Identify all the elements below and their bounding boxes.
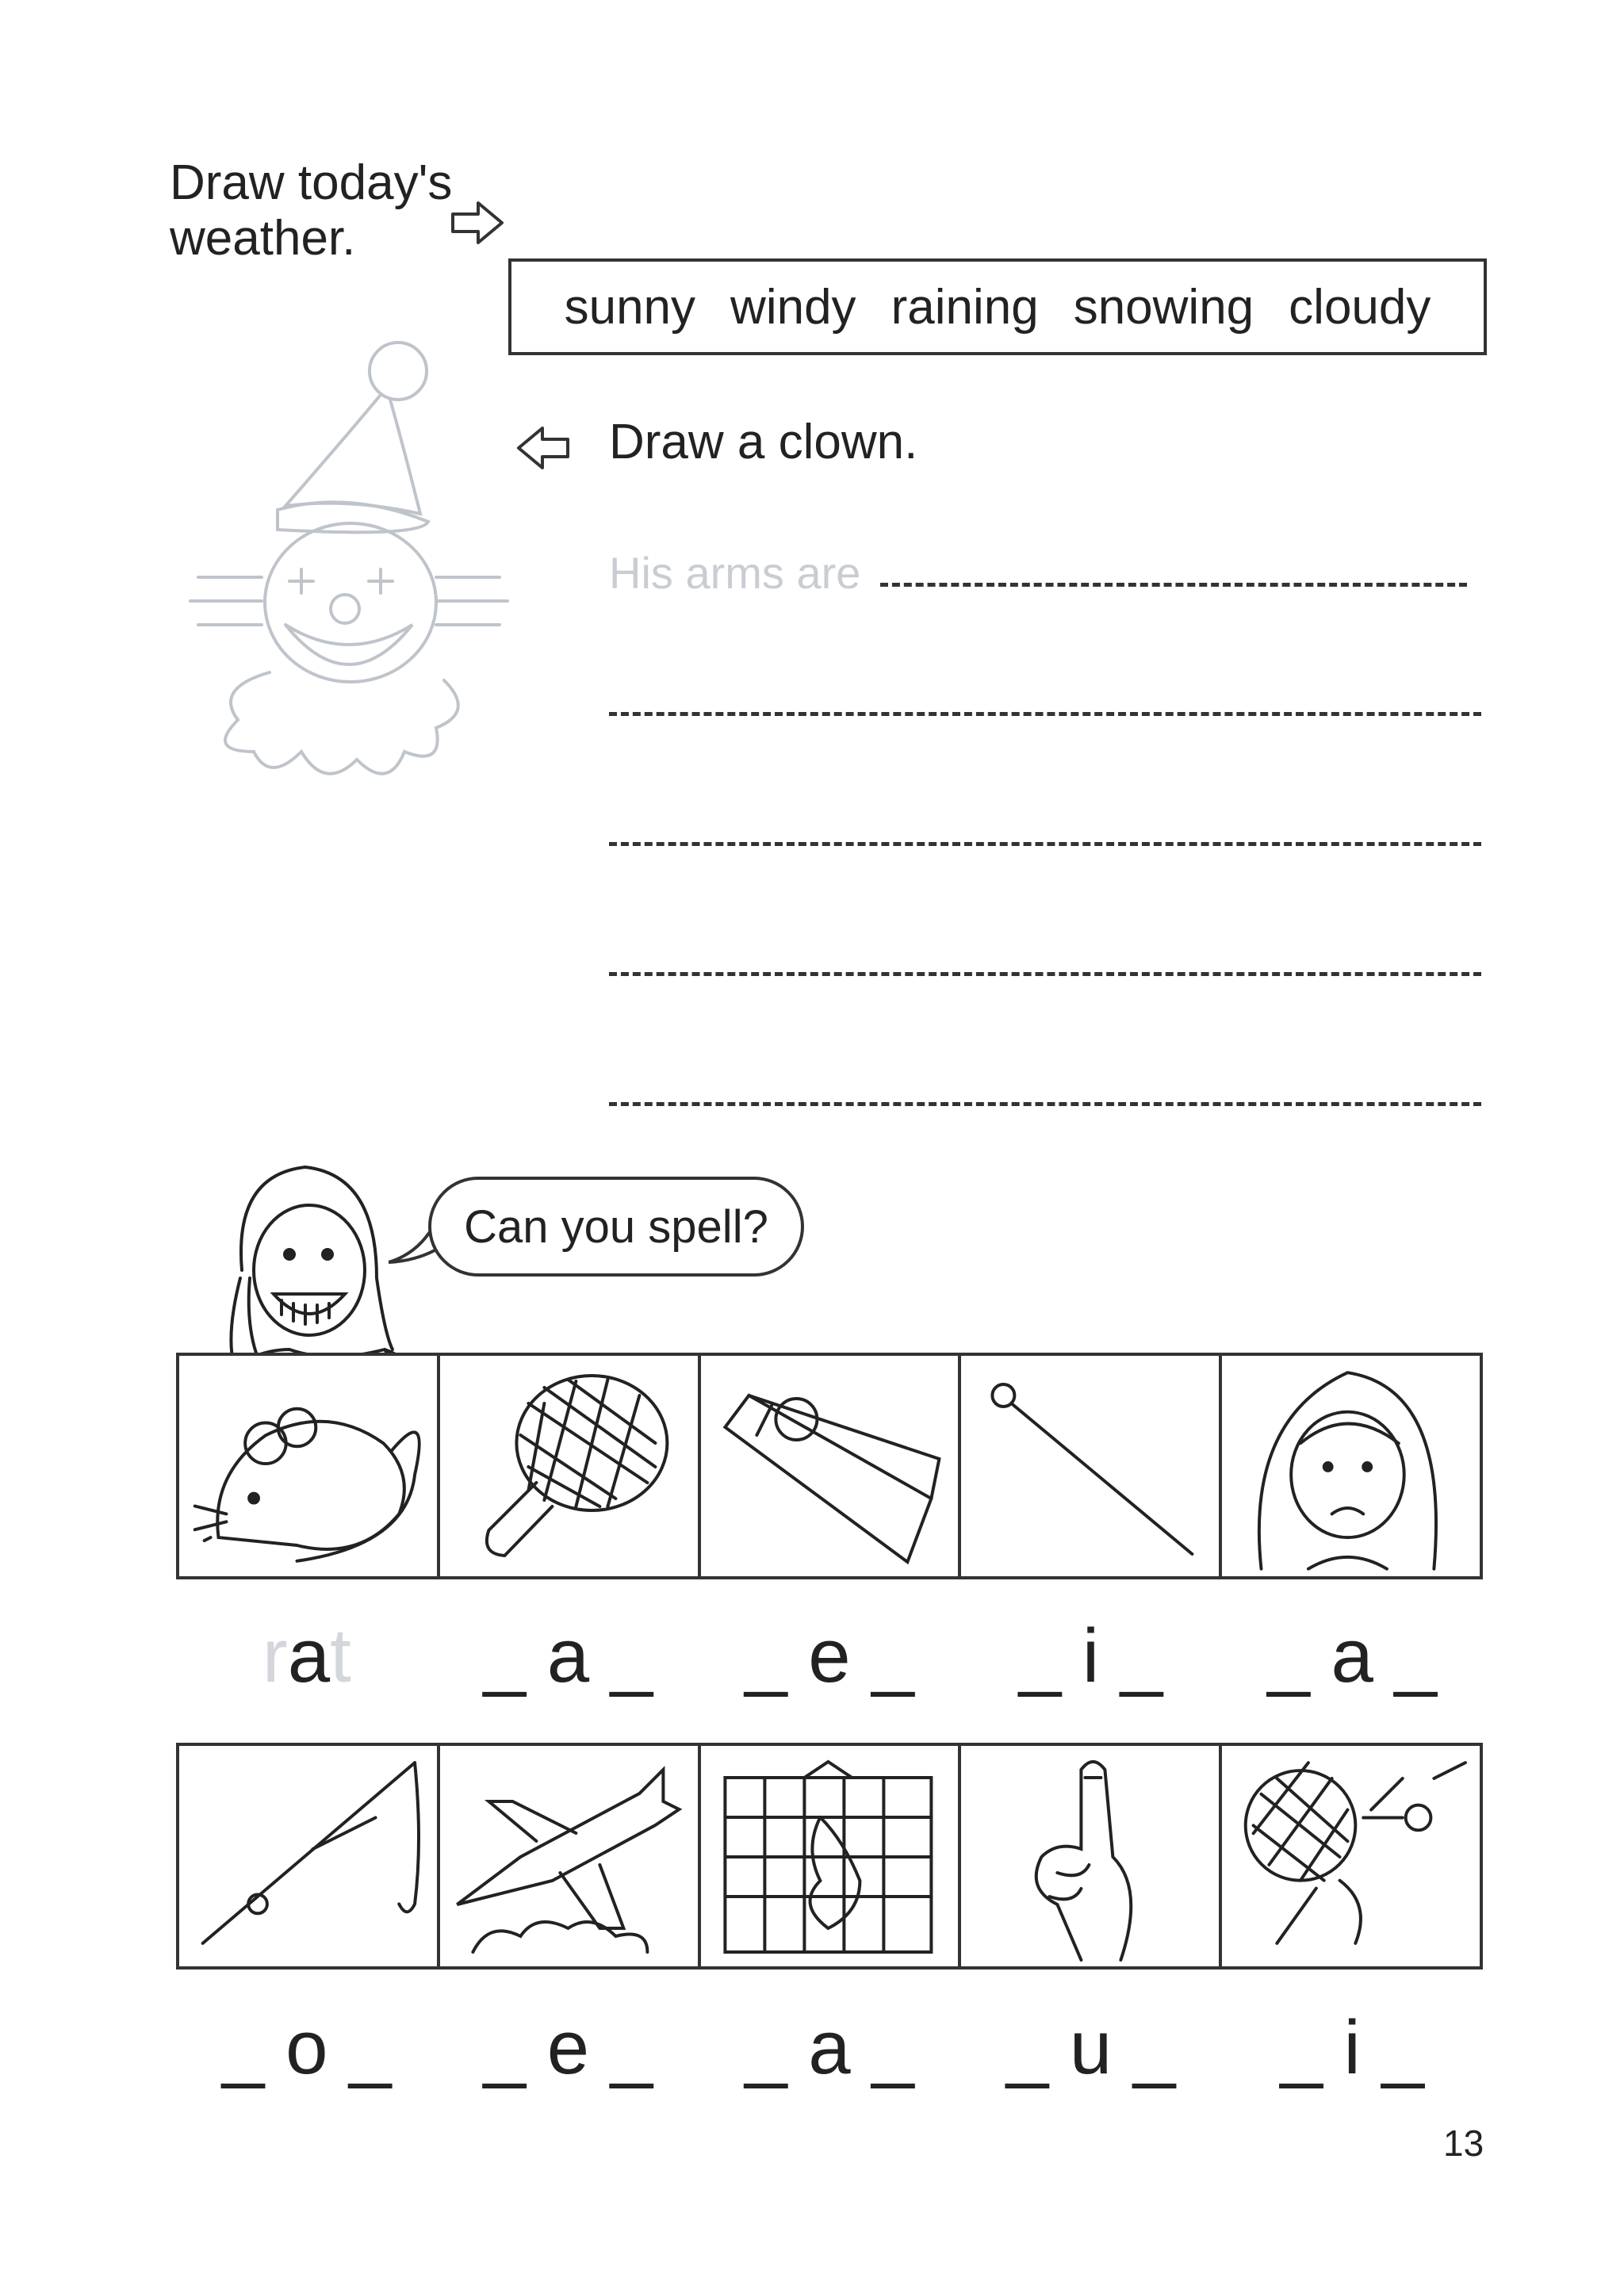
spelling-word[interactable] xyxy=(699,2004,960,2092)
letter-hint: t xyxy=(330,1613,351,1698)
rat-icon xyxy=(179,1356,437,1576)
picture-cell xyxy=(958,1746,1219,1966)
spelling-word[interactable] xyxy=(438,2004,699,2092)
picture-cell xyxy=(179,1746,437,1966)
picture-cell xyxy=(1219,1356,1480,1576)
blank[interactable]: _ xyxy=(1394,1613,1437,1698)
weather-word-box xyxy=(508,258,1487,355)
weather-prompt-line1: Draw today's xyxy=(170,155,453,210)
map-icon xyxy=(701,1746,959,1966)
picture-cell xyxy=(437,1356,698,1576)
picture-cell xyxy=(437,1746,698,1966)
picture-row-2 xyxy=(176,1743,1483,1970)
blank[interactable]: _ xyxy=(1005,2005,1049,2090)
blank[interactable]: _ xyxy=(610,2005,653,2090)
spelling-word[interactable] xyxy=(960,2004,1222,2092)
fishing-rod-icon xyxy=(179,1746,437,1966)
writing-line[interactable] xyxy=(609,972,1481,976)
arrow-right-icon xyxy=(450,200,505,246)
picture-cell xyxy=(698,1746,959,1966)
blank[interactable]: _ xyxy=(610,1613,653,1698)
vowel: i xyxy=(1343,2005,1361,2090)
vowel: e xyxy=(808,1613,851,1698)
blank[interactable]: _ xyxy=(483,2005,527,2090)
spelling-word[interactable] xyxy=(176,2004,438,2092)
picture-row-1 xyxy=(176,1353,1483,1579)
vowel: u xyxy=(1069,2005,1113,2090)
weather-option: raining xyxy=(891,279,1039,335)
thumb-icon xyxy=(961,1746,1219,1966)
writing-line[interactable] xyxy=(609,842,1481,846)
writing-line[interactable] xyxy=(609,1102,1481,1106)
writing-line[interactable] xyxy=(609,712,1481,716)
picture-cell xyxy=(698,1356,959,1576)
blank[interactable]: _ xyxy=(1132,2005,1176,2090)
spelling-word[interactable] xyxy=(699,1613,960,1700)
vowel: a xyxy=(808,2005,851,2090)
picture-cell xyxy=(958,1356,1219,1576)
blank[interactable]: _ xyxy=(1267,1613,1310,1698)
peg-icon xyxy=(701,1356,959,1576)
weather-option: windy xyxy=(730,279,856,335)
spelling-word[interactable] xyxy=(1221,2004,1483,2092)
blank[interactable]: _ xyxy=(871,2005,914,2090)
blank[interactable]: _ xyxy=(745,1613,787,1698)
blank[interactable]: _ xyxy=(1120,1613,1163,1698)
word-row-1 xyxy=(176,1613,1483,1700)
blank[interactable]: _ xyxy=(1280,2005,1323,2090)
vowel: i xyxy=(1082,1613,1100,1698)
weather-prompt xyxy=(170,155,452,266)
writing-line[interactable] xyxy=(880,583,1467,587)
weather-prompt-line2: weather. xyxy=(170,211,356,266)
blank[interactable]: _ xyxy=(871,1613,914,1698)
clown-face-icon xyxy=(182,339,515,793)
picture-cell xyxy=(1219,1746,1480,1966)
word-row-2 xyxy=(176,2004,1483,2092)
vowel: a xyxy=(1331,1613,1373,1698)
weather-option: sunny xyxy=(564,279,696,335)
blank[interactable]: _ xyxy=(1381,2005,1424,2090)
spelling-word[interactable] xyxy=(438,1613,699,1700)
blank[interactable]: _ xyxy=(349,2005,392,2090)
blank[interactable]: _ xyxy=(745,2005,787,2090)
spelling-word[interactable] xyxy=(960,1613,1222,1700)
page-number: 13 xyxy=(1443,2123,1484,2164)
spelling-word xyxy=(176,1613,438,1700)
speech-bubble: Can you spell? xyxy=(428,1177,804,1277)
vowel: a xyxy=(546,1613,590,1698)
vowel: o xyxy=(285,2005,328,2090)
arrow-left-icon xyxy=(515,425,571,471)
jet-plane-icon xyxy=(440,1746,698,1966)
picture-cell xyxy=(179,1356,437,1576)
vowel: a xyxy=(287,1613,331,1698)
hit-ball-icon xyxy=(1222,1746,1480,1966)
letter-hint: r xyxy=(262,1613,288,1698)
sad-girl-icon xyxy=(1222,1356,1480,1576)
blank[interactable]: _ xyxy=(483,1613,527,1698)
blank[interactable]: _ xyxy=(1018,1613,1062,1698)
spelling-word[interactable] xyxy=(1221,1613,1483,1700)
weather-option: snowing xyxy=(1073,279,1254,335)
vowel: e xyxy=(546,2005,590,2090)
clown-prompt: Draw a clown. xyxy=(609,415,918,469)
sentence-start: His arms are xyxy=(609,548,861,598)
blank[interactable]: _ xyxy=(222,2005,265,2090)
pin-icon xyxy=(961,1356,1219,1576)
weather-option: cloudy xyxy=(1289,279,1431,335)
bat-icon xyxy=(440,1356,698,1576)
